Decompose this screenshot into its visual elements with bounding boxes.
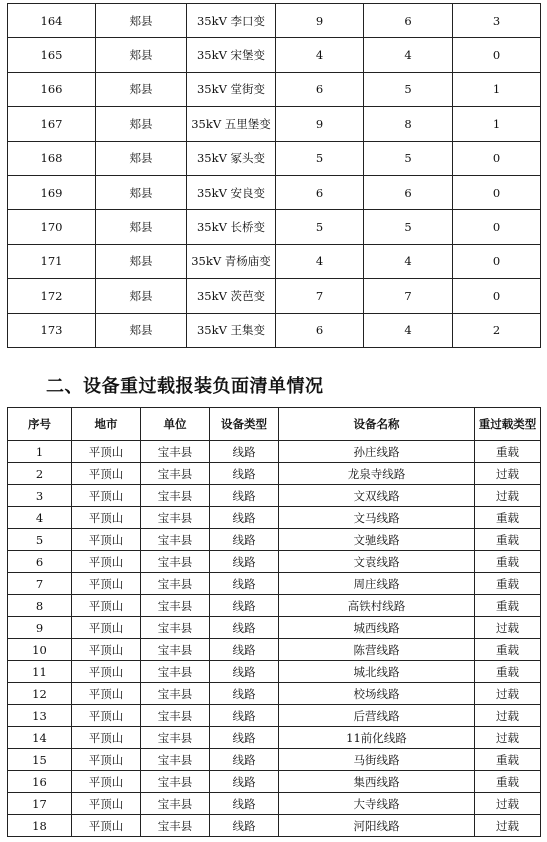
row-index-cell: 170 [8, 210, 96, 244]
table-row [8, 771, 541, 793]
city-cell: 平顶山 [72, 551, 141, 573]
unit-cell: 宝丰县 [141, 617, 210, 639]
device-name-cell: 周庄线路 [279, 573, 475, 595]
unit-cell: 宝丰县 [141, 573, 210, 595]
substation-cell: 35kV 青杨庙变 [187, 244, 276, 278]
row-index-cell: 12 [8, 683, 72, 705]
county-cell: 郏县 [96, 107, 187, 141]
table-row [8, 705, 541, 727]
count-a-cell: 4 [276, 244, 364, 278]
device-type-cell: 线路 [210, 661, 279, 683]
count-c-cell: 0 [453, 244, 541, 278]
row-index-cell: 165 [8, 38, 96, 72]
substation-cell: 35kV 长桥变 [187, 210, 276, 244]
unit-cell: 宝丰县 [141, 815, 210, 837]
row-index-cell: 10 [8, 639, 72, 661]
overload-type-cell: 过载 [475, 617, 541, 639]
count-c-cell: 0 [453, 38, 541, 72]
count-b-cell: 5 [364, 141, 453, 175]
section-title: 二、设备重过载报装负面清单情况 [46, 376, 324, 397]
row-index-cell: 4 [8, 507, 72, 529]
overload-type-cell: 重载 [475, 749, 541, 771]
table-header-row [8, 408, 541, 441]
count-b-cell: 4 [364, 313, 453, 347]
device-type-cell: 线路 [210, 551, 279, 573]
count-b-cell: 5 [364, 210, 453, 244]
city-cell: 平顶山 [72, 771, 141, 793]
substation-table [7, 3, 541, 348]
substation-cell: 35kV 安良变 [187, 175, 276, 209]
row-index-cell: 5 [8, 529, 72, 551]
county-cell: 郏县 [96, 313, 187, 347]
overload-list-table [7, 407, 541, 837]
city-cell: 平顶山 [72, 463, 141, 485]
table-row [8, 551, 541, 573]
city-cell: 平顶山 [72, 507, 141, 529]
table-row [8, 175, 541, 209]
substation-cell: 35kV 堂街变 [187, 72, 276, 106]
unit-cell: 宝丰县 [141, 727, 210, 749]
device-name-cell: 陈营线路 [279, 639, 475, 661]
city-cell: 平顶山 [72, 749, 141, 771]
overload-type-cell: 重载 [475, 771, 541, 793]
table-row [8, 815, 541, 837]
table-row [8, 441, 541, 463]
overload-type-cell: 过载 [475, 683, 541, 705]
table-row [8, 38, 541, 72]
row-index-cell: 3 [8, 485, 72, 507]
header-device-type: 设备类型 [210, 408, 279, 441]
device-type-cell: 线路 [210, 441, 279, 463]
substation-cell: 35kV 李口变 [187, 4, 276, 38]
count-c-cell: 2 [453, 313, 541, 347]
row-index-cell: 14 [8, 727, 72, 749]
unit-cell: 宝丰县 [141, 507, 210, 529]
table-row [8, 279, 541, 313]
count-c-cell: 0 [453, 210, 541, 244]
device-name-cell: 文双线路 [279, 485, 475, 507]
device-name-cell: 文马线路 [279, 507, 475, 529]
row-index-cell: 9 [8, 617, 72, 639]
row-index-cell: 18 [8, 815, 72, 837]
table-row [8, 661, 541, 683]
count-c-cell: 3 [453, 4, 541, 38]
city-cell: 平顶山 [72, 815, 141, 837]
unit-cell: 宝丰县 [141, 529, 210, 551]
table-row [8, 749, 541, 771]
city-cell: 平顶山 [72, 573, 141, 595]
overload-type-cell: 重载 [475, 551, 541, 573]
substation-table-body [8, 4, 541, 348]
county-cell: 郏县 [96, 4, 187, 38]
overload-type-cell: 重载 [475, 661, 541, 683]
overload-type-cell: 重载 [475, 595, 541, 617]
row-index-cell: 168 [8, 141, 96, 175]
count-a-cell: 9 [276, 4, 364, 38]
count-a-cell: 5 [276, 141, 364, 175]
county-cell: 郏县 [96, 72, 187, 106]
device-name-cell: 高铁村线路 [279, 595, 475, 617]
row-index-cell: 17 [8, 793, 72, 815]
table-row [8, 683, 541, 705]
device-type-cell: 线路 [210, 463, 279, 485]
device-type-cell: 线路 [210, 749, 279, 771]
count-b-cell: 8 [364, 107, 453, 141]
unit-cell: 宝丰县 [141, 463, 210, 485]
row-index-cell: 8 [8, 595, 72, 617]
header-city: 地市 [72, 408, 141, 441]
city-cell: 平顶山 [72, 639, 141, 661]
count-c-cell: 0 [453, 141, 541, 175]
device-name-cell: 孙庄线路 [279, 441, 475, 463]
count-b-cell: 6 [364, 175, 453, 209]
city-cell: 平顶山 [72, 617, 141, 639]
row-index-cell: 173 [8, 313, 96, 347]
device-name-cell: 大寺线路 [279, 793, 475, 815]
device-type-cell: 线路 [210, 683, 279, 705]
count-b-cell: 4 [364, 244, 453, 278]
row-index-cell: 13 [8, 705, 72, 727]
table-row [8, 727, 541, 749]
device-type-cell: 线路 [210, 727, 279, 749]
header-index: 序号 [8, 408, 72, 441]
overload-type-cell: 重载 [475, 529, 541, 551]
count-b-cell: 7 [364, 279, 453, 313]
unit-cell: 宝丰县 [141, 485, 210, 507]
count-a-cell: 6 [276, 72, 364, 106]
count-b-cell: 6 [364, 4, 453, 38]
county-cell: 郏县 [96, 141, 187, 175]
device-type-cell: 线路 [210, 815, 279, 837]
device-name-cell: 马街线路 [279, 749, 475, 771]
substation-cell: 35kV 冢头变 [187, 141, 276, 175]
overload-type-cell: 重载 [475, 441, 541, 463]
city-cell: 平顶山 [72, 595, 141, 617]
unit-cell: 宝丰县 [141, 661, 210, 683]
device-type-cell: 线路 [210, 595, 279, 617]
table-row [8, 107, 541, 141]
table-row [8, 617, 541, 639]
row-index-cell: 6 [8, 551, 72, 573]
device-type-cell: 线路 [210, 639, 279, 661]
count-b-cell: 4 [364, 38, 453, 72]
header-overload-type: 重过载类型 [475, 408, 541, 441]
table-row [8, 639, 541, 661]
overload-type-cell: 重载 [475, 573, 541, 595]
city-cell: 平顶山 [72, 705, 141, 727]
city-cell: 平顶山 [72, 661, 141, 683]
count-a-cell: 9 [276, 107, 364, 141]
row-index-cell: 15 [8, 749, 72, 771]
device-name-cell: 文驰线路 [279, 529, 475, 551]
county-cell: 郏县 [96, 279, 187, 313]
row-index-cell: 171 [8, 244, 96, 278]
table-row [8, 529, 541, 551]
count-a-cell: 6 [276, 313, 364, 347]
row-index-cell: 166 [8, 72, 96, 106]
overload-table-body [8, 441, 541, 837]
county-cell: 郏县 [96, 38, 187, 72]
table-row [8, 244, 541, 278]
device-name-cell: 11前化线路 [279, 727, 475, 749]
city-cell: 平顶山 [72, 727, 141, 749]
count-b-cell: 5 [364, 72, 453, 106]
row-index-cell: 172 [8, 279, 96, 313]
header-unit: 单位 [141, 408, 210, 441]
device-type-cell: 线路 [210, 485, 279, 507]
count-a-cell: 7 [276, 279, 364, 313]
table-row [8, 210, 541, 244]
unit-cell: 宝丰县 [141, 749, 210, 771]
count-c-cell: 1 [453, 107, 541, 141]
table-row [8, 485, 541, 507]
unit-cell: 宝丰县 [141, 793, 210, 815]
device-type-cell: 线路 [210, 793, 279, 815]
device-name-cell: 集西线路 [279, 771, 475, 793]
device-type-cell: 线路 [210, 529, 279, 551]
city-cell: 平顶山 [72, 793, 141, 815]
count-a-cell: 4 [276, 38, 364, 72]
device-type-cell: 线路 [210, 617, 279, 639]
count-c-cell: 0 [453, 175, 541, 209]
county-cell: 郏县 [96, 210, 187, 244]
table-row [8, 72, 541, 106]
unit-cell: 宝丰县 [141, 441, 210, 463]
overload-type-cell: 过载 [475, 705, 541, 727]
substation-cell: 35kV 茨芭变 [187, 279, 276, 313]
unit-cell: 宝丰县 [141, 705, 210, 727]
overload-type-cell: 重载 [475, 639, 541, 661]
unit-cell: 宝丰县 [141, 683, 210, 705]
count-c-cell: 1 [453, 72, 541, 106]
row-index-cell: 164 [8, 4, 96, 38]
table-row [8, 141, 541, 175]
overload-type-cell: 过载 [475, 463, 541, 485]
city-cell: 平顶山 [72, 529, 141, 551]
overload-type-cell: 重载 [475, 507, 541, 529]
overload-type-cell: 过载 [475, 793, 541, 815]
city-cell: 平顶山 [72, 441, 141, 463]
county-cell: 郏县 [96, 175, 187, 209]
table-row [8, 573, 541, 595]
table-row [8, 313, 541, 347]
substation-cell: 35kV 五里堡变 [187, 107, 276, 141]
table-row [8, 463, 541, 485]
row-index-cell: 11 [8, 661, 72, 683]
device-type-cell: 线路 [210, 573, 279, 595]
row-index-cell: 167 [8, 107, 96, 141]
header-device-name: 设备名称 [279, 408, 475, 441]
row-index-cell: 1 [8, 441, 72, 463]
device-name-cell: 后营线路 [279, 705, 475, 727]
substation-cell: 35kV 宋堡变 [187, 38, 276, 72]
device-name-cell: 校场线路 [279, 683, 475, 705]
device-type-cell: 线路 [210, 705, 279, 727]
county-cell: 郏县 [96, 244, 187, 278]
device-type-cell: 线路 [210, 507, 279, 529]
substation-cell: 35kV 王集变 [187, 313, 276, 347]
count-c-cell: 0 [453, 279, 541, 313]
table-row [8, 793, 541, 815]
row-index-cell: 7 [8, 573, 72, 595]
city-cell: 平顶山 [72, 683, 141, 705]
device-name-cell: 龙泉寺线路 [279, 463, 475, 485]
count-a-cell: 5 [276, 210, 364, 244]
overload-type-cell: 过载 [475, 815, 541, 837]
device-name-cell: 文袁线路 [279, 551, 475, 573]
device-name-cell: 城北线路 [279, 661, 475, 683]
count-a-cell: 6 [276, 175, 364, 209]
unit-cell: 宝丰县 [141, 551, 210, 573]
row-index-cell: 2 [8, 463, 72, 485]
device-type-cell: 线路 [210, 771, 279, 793]
device-name-cell: 城西线路 [279, 617, 475, 639]
row-index-cell: 16 [8, 771, 72, 793]
unit-cell: 宝丰县 [141, 595, 210, 617]
table-row [8, 4, 541, 38]
overload-type-cell: 过载 [475, 727, 541, 749]
table-row [8, 507, 541, 529]
row-index-cell: 169 [8, 175, 96, 209]
unit-cell: 宝丰县 [141, 639, 210, 661]
unit-cell: 宝丰县 [141, 771, 210, 793]
device-name-cell: 河阳线路 [279, 815, 475, 837]
city-cell: 平顶山 [72, 485, 141, 507]
overload-type-cell: 过载 [475, 485, 541, 507]
table-row [8, 595, 541, 617]
